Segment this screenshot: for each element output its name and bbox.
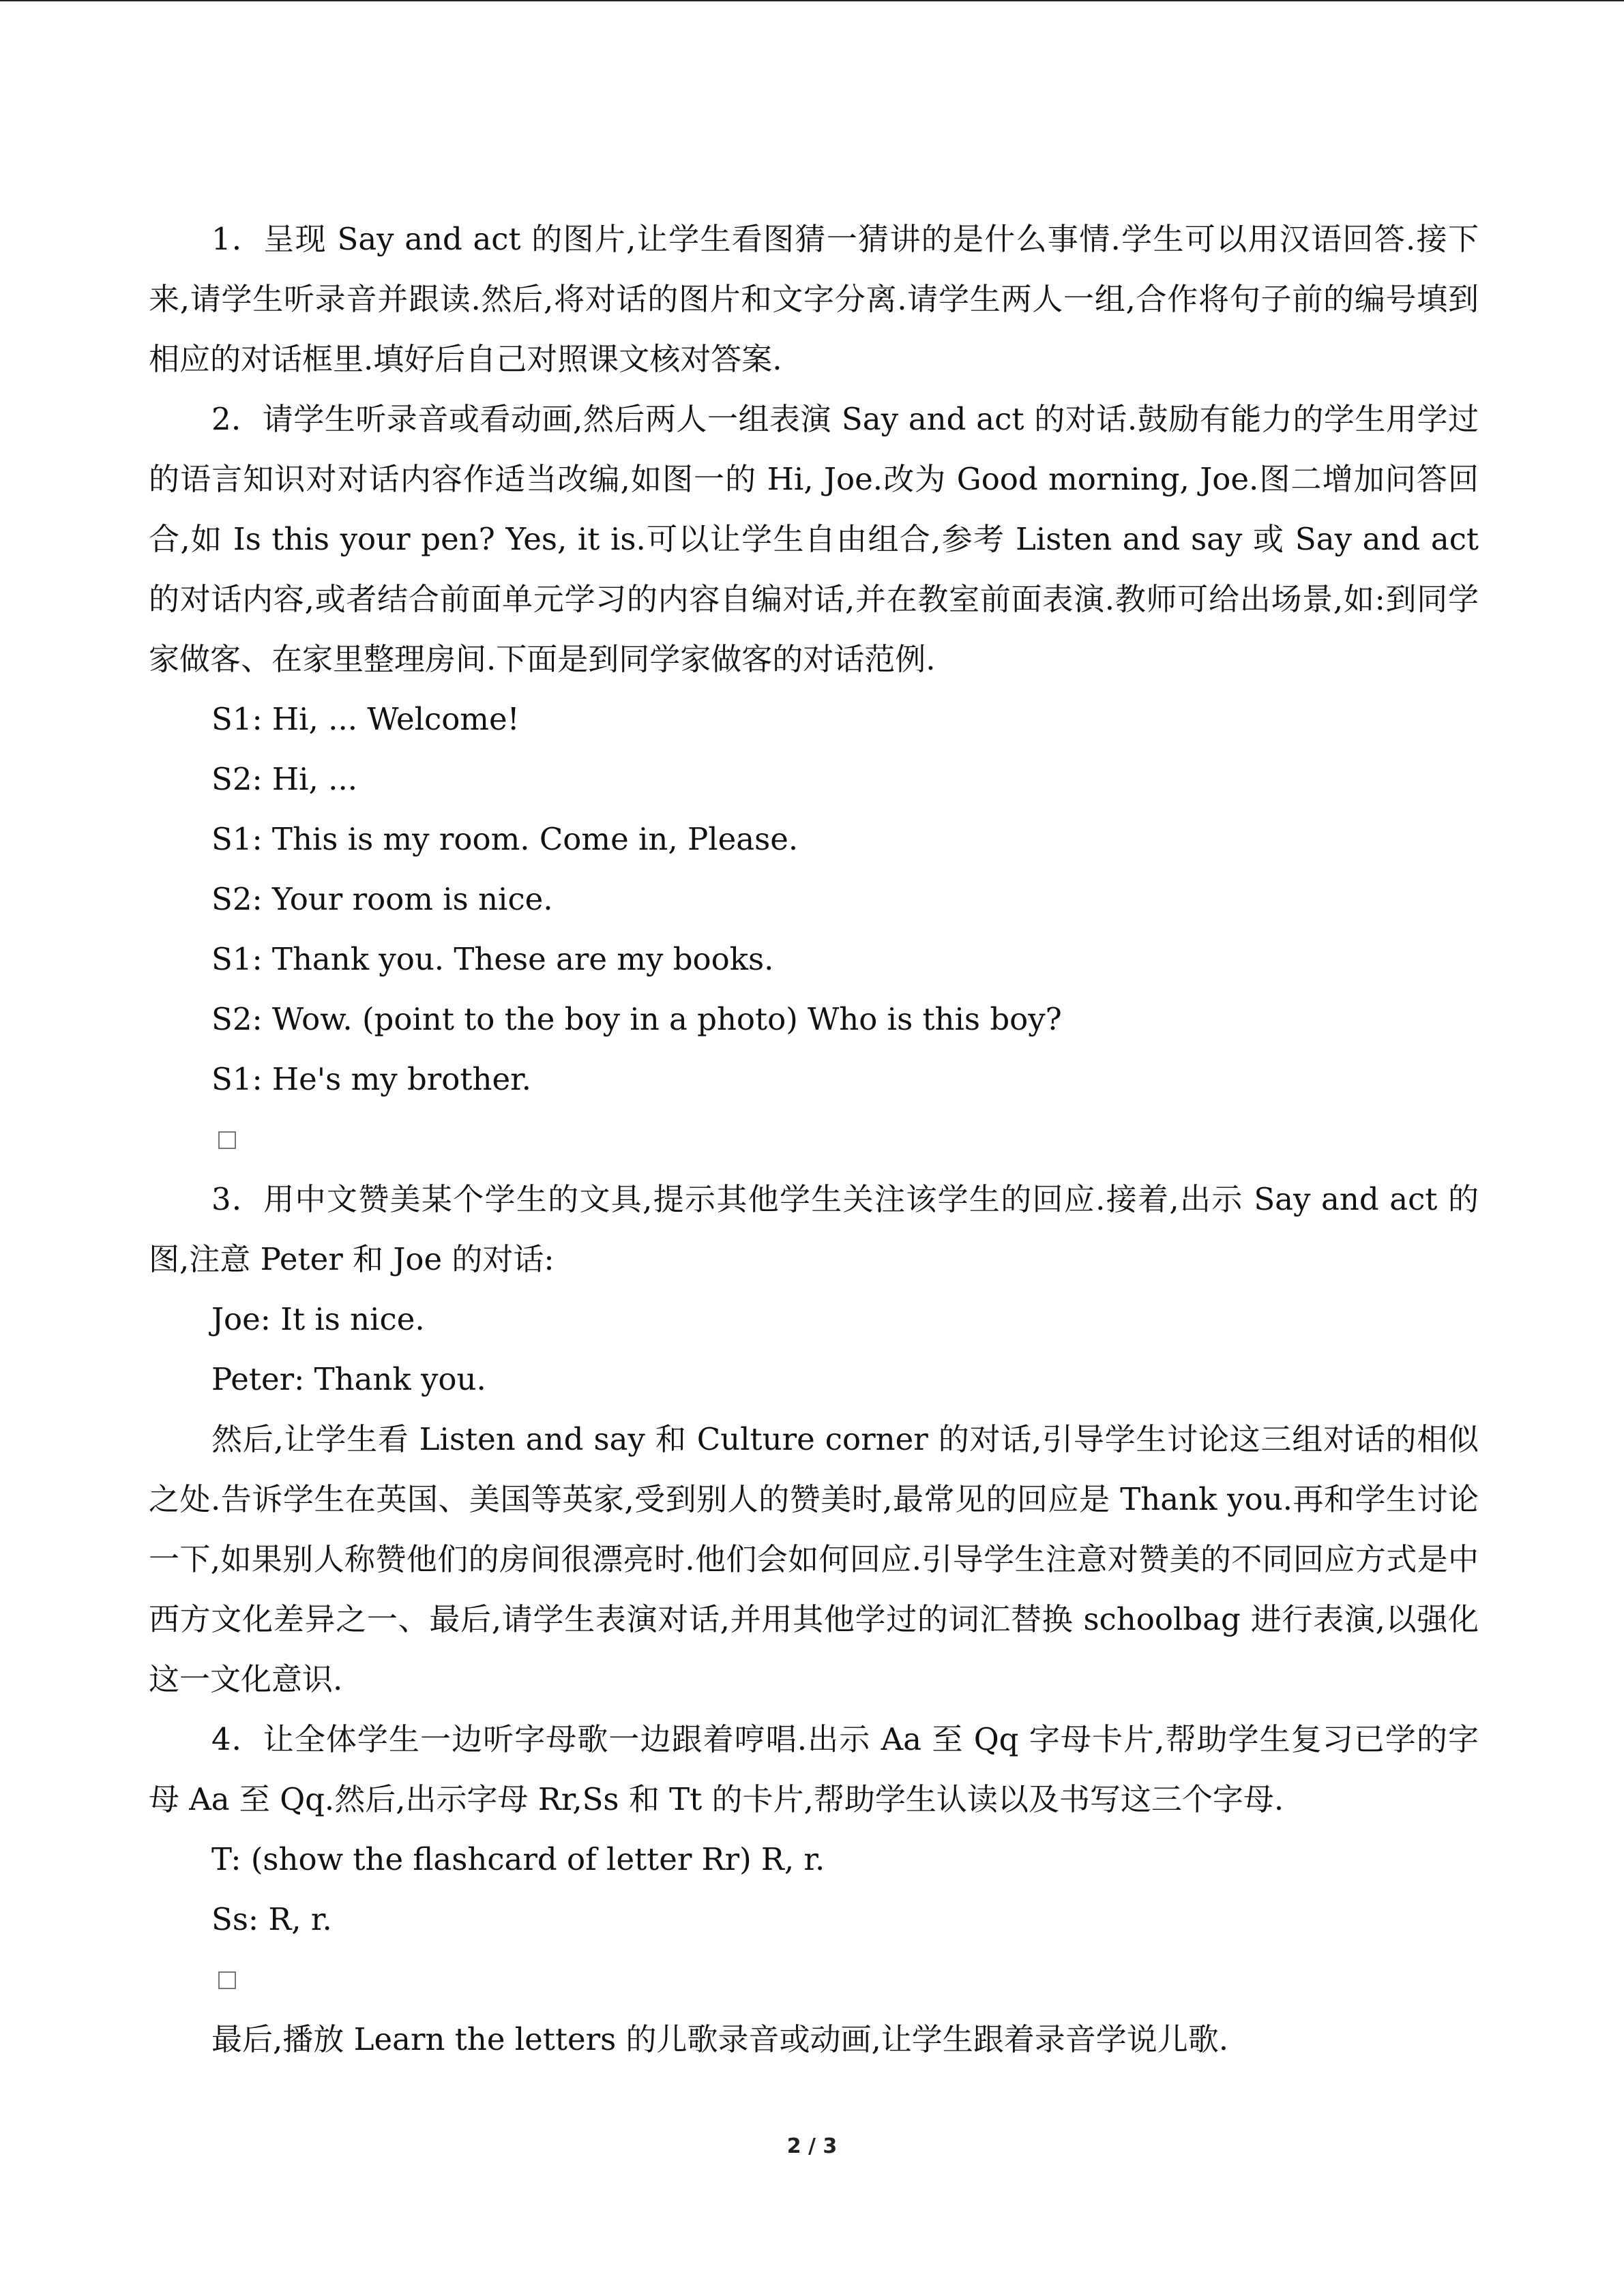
empty-box-icon — [218, 1971, 236, 1989]
dialogue-line: S1: Thank you. These are my books. — [211, 941, 774, 977]
paragraph-3: 3．用中文赞美某个学生的文具,提示其他学生关注该学生的回应.接着,出示 Say and act 的图,注意 Peter 和 Joe 的对话: — [149, 1181, 1479, 1277]
page-number: 2 / 3 — [786, 2134, 838, 2158]
dialogue-line: S1: This is my room. Come in, Please. — [211, 821, 799, 857]
dialogue-line: S2: Wow. (point to the boy in a photo) Who is this boy? — [211, 1001, 1062, 1037]
dialogue-line: Joe: It is nice. — [211, 1301, 425, 1337]
paragraph-2: 2．请学生听录音或看动画,然后两人一组表演 Say and act 的对话.鼓励有能力的学生用学过的语言知识对对话内容作适当改编,如图一的 Hi, Joe.改为 Good morning, Joe.图二增加问答回合,如 Is this your pen? Yes, it is.可以让学生自由组合,参考 Listen and say 或 Say and act 的对话内容,或者结合前面单元学习的内容自编对话,并在教室前面表演.教师可给出场景,如:到同学家做客、在家里整理房间.下面是到同学家做客的对话范例. — [149, 401, 1479, 677]
dialogue-line: S1: Hi, ... Welcome! — [211, 701, 520, 737]
dialogue-line: Peter: Thank you. — [211, 1361, 486, 1397]
paragraph-5: 最后,播放 Learn the letters 的儿歌录音或动画,让学生跟着录音学说儿歌. — [211, 2021, 1229, 2057]
placeholder-row — [149, 1109, 1479, 1169]
placeholder-row — [149, 1950, 1479, 2010]
dialogue-line: S2: Your room is nice. — [211, 881, 553, 917]
paragraph-3-continued: 然后,让学生看 Listen and say 和 Culture corner 的对话,引导学生讨论这三组对话的相似之处.告诉学生在英国、美国等英家,受到别人的赞美时,最常见的回应是 Thank you.再和学生讨论一下,如果别人称赞他们的房间很漂亮时.他们会如何回应.引导学生注意对赞美的不同回应方式是中西方文化差异之一、最后,请学生表演对话,并用其他学过的词汇替换 schoolbag 进行表演,以强化这一文化意识. — [149, 1421, 1479, 1697]
dialogue-line: S1: He's my brother. — [211, 1061, 531, 1097]
dialogue-line: T: (show the flashcard of letter Rr) R, r. — [211, 1841, 825, 1877]
empty-box-icon — [218, 1131, 236, 1149]
paragraph-1: 1．呈现 Say and act 的图片,让学生看图猜一猜讲的是什么事情.学生可以用汉语回答.接下来,请学生听录音并跟读.然后,将对话的图片和文字分离.请学生两人一组,合作将句子前的编号填到相应的对话框里.填好后自己对照课文核对答案. — [149, 221, 1479, 377]
paragraph-4: 4．让全体学生一边听字母歌一边跟着哼唱.出示 Aa 至 Qq 字母卡片,帮助学生复习已学的字母 Aa 至 Qq.然后,出示字母 Rr,Ss 和 Tt 的卡片,帮助学生认读以及书写这三个字母. — [149, 1721, 1479, 1817]
dialogue-line: Ss: R, r. — [211, 1901, 332, 1937]
dialogue-line: S2: Hi, ... — [211, 761, 358, 797]
document-body — [149, 209, 1479, 2070]
